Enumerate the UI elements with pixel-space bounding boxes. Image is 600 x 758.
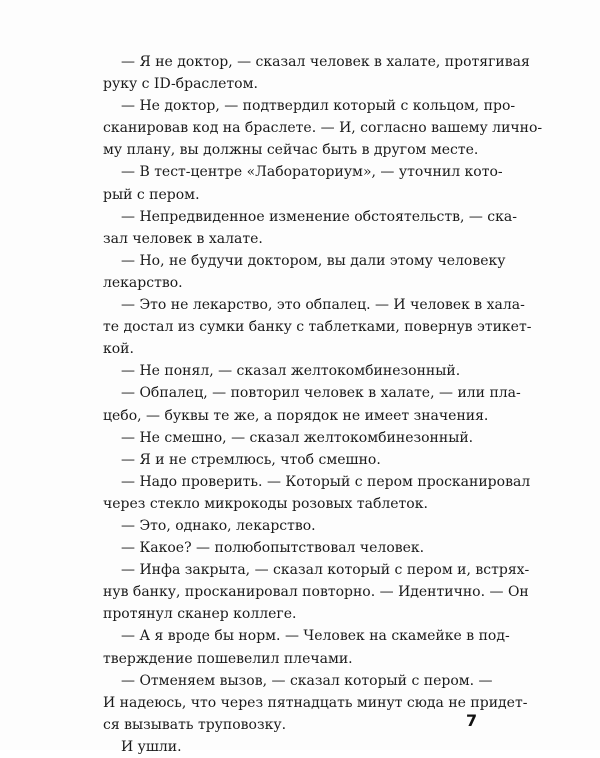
text-line: И надеюсь, что через пятнадцать минут сюда не придет- — [103, 694, 528, 711]
text-line: сканировав код на браслете. — И, согласно вашему лично- — [103, 120, 543, 137]
text-line: тверждение пошевелил плечами. — [103, 650, 353, 667]
text-line: — А я вроде бы норм. — Человек на скамейке в под- — [121, 628, 510, 645]
paragraph — [103, 670, 528, 736]
paragraph — [103, 360, 488, 382]
text-line: — Инфа закрыта, — сказал который с пером и, встрях- — [121, 562, 530, 579]
text-line: цебо, — буквы те же, а порядок не имеет значения. — [103, 407, 489, 424]
text-line: ся вызывать труповозку. — [103, 716, 287, 733]
text-line: через стекло микрокоды розовых таблеток. — [103, 495, 428, 512]
text-line: И ушли. — [121, 738, 182, 755]
text-line: — Надо проверить. — Который с пером просканировал — [121, 473, 531, 490]
paragraph — [103, 382, 521, 426]
text-line: протянул сканер коллеге. — [103, 606, 297, 623]
paragraph — [103, 449, 488, 471]
paragraph — [103, 537, 488, 559]
body-text — [103, 51, 543, 758]
paragraph — [103, 515, 488, 537]
text-line: рый с пером. — [103, 186, 200, 203]
paragraph — [103, 51, 530, 95]
text-line: му плану, вы должны сейчас быть в другом месте. — [103, 142, 479, 159]
paragraph — [103, 625, 510, 669]
text-line: нув банку, просканировал повторно. — Идентично. — Он — [103, 584, 529, 601]
text-line: — Не понял, — сказал желтокомбинезонный. — [121, 363, 461, 380]
text-line: те достал из сумки банку с таблетками, повернув этикет- — [103, 319, 532, 336]
text-line: — Не смешно, — сказал желтокомбинезонный. — [121, 429, 474, 446]
text-line: — Это не лекарство, это обпалец. — И человек в хала- — [121, 297, 525, 314]
paragraph — [103, 559, 530, 625]
text-line: — Не доктор, — подтвердил который с кольцом, про- — [121, 98, 516, 115]
text-line: руку с ID-браслетом. — [103, 76, 258, 93]
paragraph — [103, 427, 488, 449]
text-line: — Обпалец, — повторил человек в халате, — или пла- — [121, 385, 521, 402]
text-line: — Это, однако, лекарство. — [121, 517, 316, 534]
paragraph — [103, 294, 532, 360]
text-line: лекарство. — [103, 274, 183, 291]
page-number: 7 — [466, 711, 478, 730]
text-line: — Но, не будучи доктором, вы дали этому человеку — [121, 252, 506, 269]
paragraph — [103, 161, 503, 205]
text-line: — Я и не стремлюсь, чтоб смешно. — [121, 451, 381, 468]
paragraph — [103, 736, 488, 758]
paragraph — [103, 250, 506, 294]
paragraph — [103, 471, 531, 515]
text-line: — Я не доктор, — сказал человек в халате, протягивая — [121, 54, 530, 70]
text-line: — Непредвиденное изменение обстоятельств, — ска- — [121, 208, 517, 225]
paragraph — [103, 206, 517, 250]
paragraph — [103, 95, 543, 161]
text-line: зал человек в халате. — [103, 230, 263, 247]
text-line: — Отменяем вызов, — сказал который с пером. — — [121, 672, 493, 689]
text-line: — В тест-центре «Лабораториум», — уточнил кото- — [121, 164, 503, 181]
text-line: — Какое? — полюбопытствовал человек. — [121, 540, 425, 557]
text-line: кой. — [103, 341, 134, 358]
